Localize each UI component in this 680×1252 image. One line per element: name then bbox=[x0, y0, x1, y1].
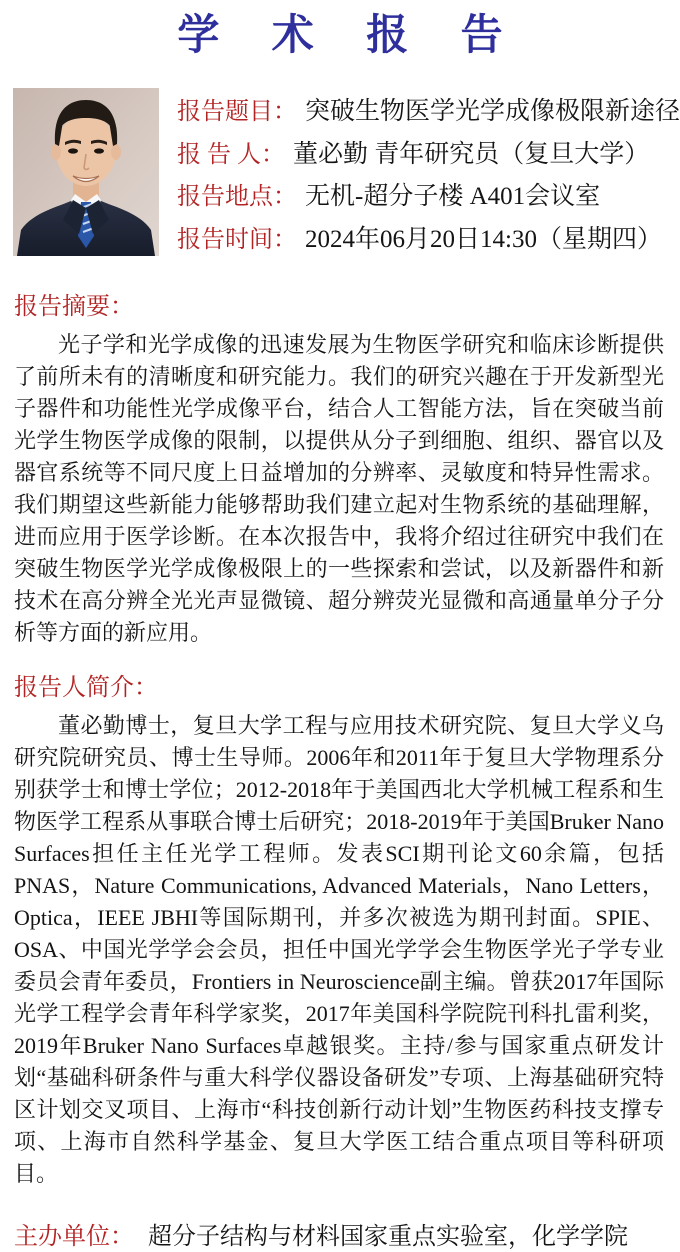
speaker-label: 报 告 人： bbox=[177, 141, 285, 168]
info-row-topic bbox=[177, 91, 680, 127]
organizer-value: 超分子结构与材料国家重点实验室，化学学院 bbox=[148, 1224, 628, 1250]
bio-heading: 报告人简介： bbox=[14, 675, 158, 701]
speaker-portrait-image bbox=[13, 88, 159, 256]
speaker-value: 董必勤 青年研究员（复旦大学） bbox=[293, 140, 650, 168]
header-section bbox=[13, 88, 680, 256]
time-label: 报告时间： bbox=[177, 226, 297, 253]
location-value: 无机-超分子楼 A401会议室 bbox=[305, 183, 601, 211]
info-row-time bbox=[177, 219, 680, 255]
topic-value: 突破生物医学光学成像极限新途径 bbox=[305, 98, 680, 125]
lecture-info-list bbox=[177, 88, 680, 256]
abstract-heading: 报告摘要： bbox=[14, 294, 134, 320]
bio-paragraph: 董必勤博士，复旦大学工程与应用技术研究院、复旦大学义乌研究院研究员、博士生导师。2006年和2011年于复旦大学物理系分别获学士和博士学位；2012-2018年于美国西北大学机械工程系和生物医学工程系从事联合博士后研究；2018-2019年于美国Bruker Nano Surfaces担任主任光学工程师。发表SCI期刊论文60余篇，包括PNAS，Nature Communications, Advanced Materials，Nano Letters，Optica，IEEE JBHI等国际期刊，并多次被选为期刊封面。SPIE、OSA、中国光学学会会员，担任中国光学学会生物医学光子学专业委员会青年委员，Frontiers in Neuroscience副主编。曾获2017年国际光学工程学会青年科学家奖，2017年美国科学院院刊科扎雷利奖，2019年Bruker Nano Surfaces卓越银奖。主持/参与国家重点研发计划“基础科研条件与重大科学仪器设备研发”专项、上海基础研究特区计划交叉项目、上海市“科技创新行动计划”生物医药科技支撑专项、上海市自然科学基金、复旦大学医工结合重点项目等科研项目。 bbox=[14, 713, 664, 1186]
info-row-speaker bbox=[177, 134, 680, 170]
speaker-photo bbox=[13, 88, 159, 256]
abstract-paragraph: 光子学和光学成像的迅速发展为生物医学研究和临床诊断提供了前所未有的清晰度和研究能力。我们的研究兴趣在于开发新型光子器件和功能性光学成像平台，结合人工智能方法，旨在突破当前光学生物医学成像的限制，以提供从分子到细胞、组织、器官以及器官系统等不同尺度上日益增加的分辨率、灵敏度和特异性需求。我们期望这些新能力能够帮助我们建立起对生物系统的基础理解，进而应用于医学诊断。在本次报告中，我将介绍过往研究中我们在突破生物医学光学成像极限上的一些探索和尝试，以及新器件和新技术在高分辨全光光声显微镜、超分辨荧光显微和高通量单分子分析等方面的新应用。 bbox=[14, 332, 664, 645]
location-label: 报告地点： bbox=[177, 184, 297, 211]
organizer-section bbox=[14, 1222, 666, 1252]
page-title: 学 术 报 告 bbox=[177, 10, 522, 59]
organizer-label: 主办单位： bbox=[14, 1224, 134, 1250]
time-value: 2024年06月20日14:30（星期四） bbox=[305, 225, 662, 253]
info-row-location bbox=[177, 176, 680, 212]
topic-label: 报告题目： bbox=[177, 99, 297, 125]
